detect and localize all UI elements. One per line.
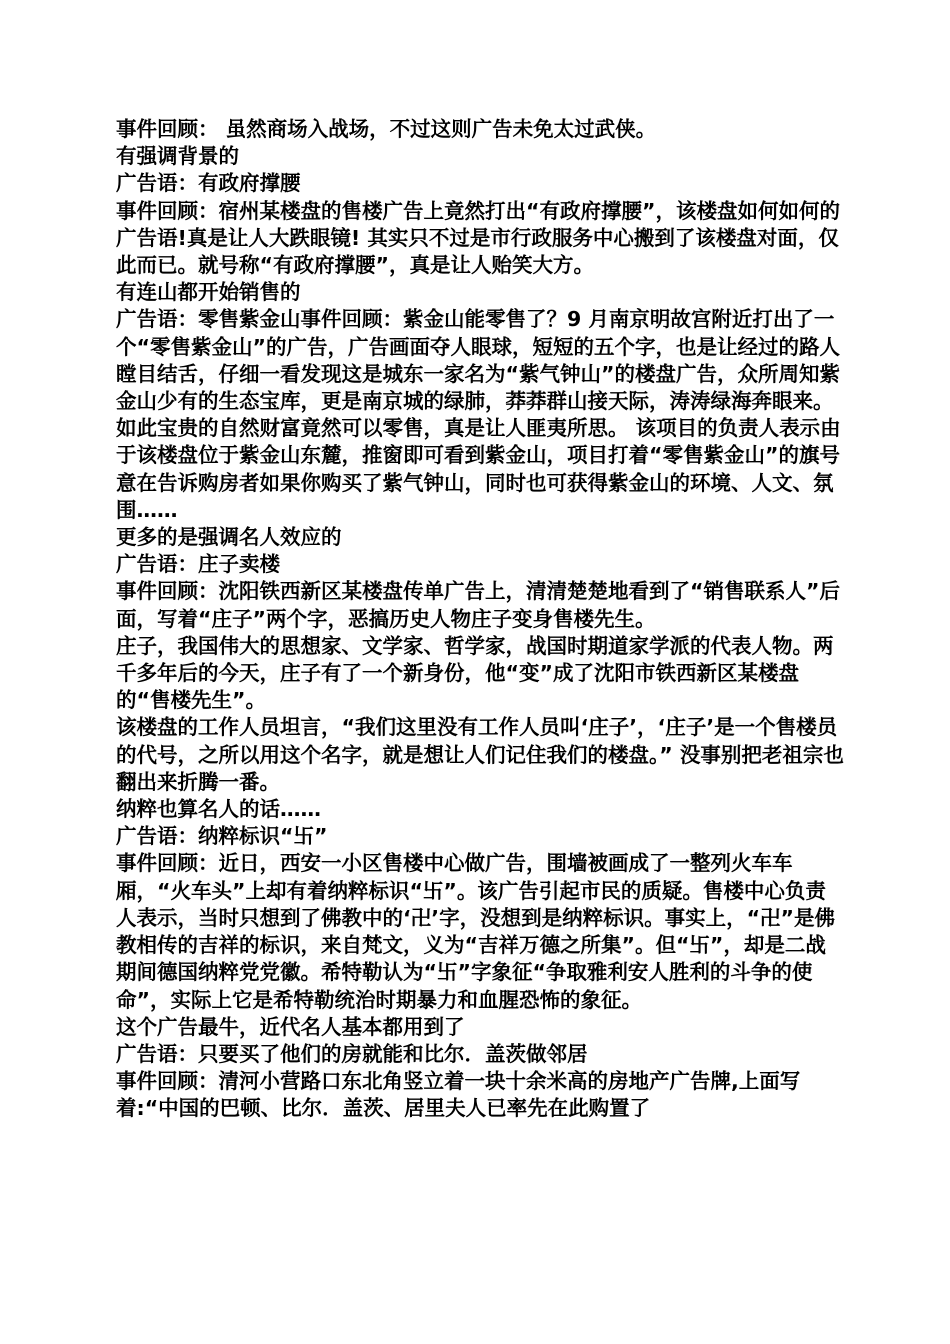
ad-slogan: 广告语：只要买了他们的房就能和比尔．盖茨做邻居 <box>116 1041 588 1066</box>
paragraph: 事件回顾： 虽然商场入战场，不过这则广告未免太过武侠。 <box>116 117 657 141</box>
document-page <box>116 116 846 1123</box>
paragraph: 事件回顾：宿州某楼盘的售楼广告上竟然打出“有政府撑腰”，该楼盘如何如何的广告语!真是让人大跌眼镜! 其实只不过是市行政服务中心搬到了该楼盘对面，仅此而已。就号称“有政府撑腰”，真是让人贻笑大方。 <box>116 198 840 278</box>
ad-slogan: 广告语：纳粹标识“卐” <box>116 824 328 849</box>
section-heading: 纳粹也算名人的话…… <box>116 797 321 822</box>
section-heading: 有连山都开始销售的 <box>116 280 301 305</box>
paragraph: 事件回顾：沈阳铁西新区某楼盘传单广告上，清清楚楚地看到了“销售联系人”后面，写着“庄子”两个字，恶搞历史人物庄子变身售楼先生。 <box>116 579 840 631</box>
ad-slogan: 广告语：庄子卖楼 <box>116 552 280 577</box>
ad-slogan: 广告语：有政府撑腰 <box>116 171 301 196</box>
section-heading: 这个广告最牛，近代名人基本都用到了 <box>116 1014 465 1039</box>
section-heading: 更多的是强调名人效应的 <box>116 525 342 550</box>
paragraph: 事件回顾：近日，西安一小区售楼中心做广告，围墙被画成了一整列火车车厢，“火车头”上却有着纳粹标识“卐”。该广告引起市民的质疑。售楼中心负责人表示，当时只想到了佛教中的‘卍’字，没想到是纳粹标识。事实上，“卍”是佛教相传的吉祥的标识，来自梵文，义为“吉祥万德之所集”。但“卐”，却是二战期间德国纳粹党党徽。希特勒认为“卐”字象征“争取雅利安人胜利的斗争的使命”，实际上它是希特勒统治时期暴力和血腥恐怖的象征。 <box>116 851 836 1012</box>
paragraph: 庄子，我国伟大的思想家、文学家、哲学家，战国时期道家学派的代表人物。两千多年后的今天，庄子有了一个新身份，他“变”成了沈阳市铁西新区某楼盘的“售楼先生”。 <box>116 633 834 713</box>
paragraph: 事件回顾：清河小营路口东北角竖立着一块十余米高的房地产广告牌,上面写着:“中国的巴顿、比尔．盖茨、居里夫人已率先在此购置了 <box>116 1069 801 1121</box>
paragraph: 广告语：零售紫金山事件回顾：紫金山能零售了？9 月南京明故宫附近打出了一个“零售紫金山”的广告，广告画面夺人眼球，短短的五个字，也是让经过的路人瞠目结舌，仔细一看发现这是城东一家名为“紫气钟山”的楼盘广告，众所周知紫金山少有的生态宝库，更是南京城的绿肺，莽莽群山接天际，涛涛绿海奔眼来。如此宝贵的自然财富竟然可以零售，真是让人匪夷所思。 该项目的负责人表示由于该楼盘位于紫金山东麓，推窗即可看到紫金山，项目打着“零售紫金山”的旗号意在告诉购房者如果你购买了紫气钟山，同时也可获得紫金山的环境、人文、氛围…… <box>116 307 841 522</box>
section-heading: 有强调背景的 <box>116 144 239 169</box>
paragraph: 该楼盘的工作人员坦言，“我们这里没有工作人员叫‘庄子’，‘庄子’是一个售楼员的代号，之所以用这个名字，就是想让人们记住我们的楼盘。” 没事别把老祖宗也翻出来折腾一番。 <box>116 715 844 794</box>
